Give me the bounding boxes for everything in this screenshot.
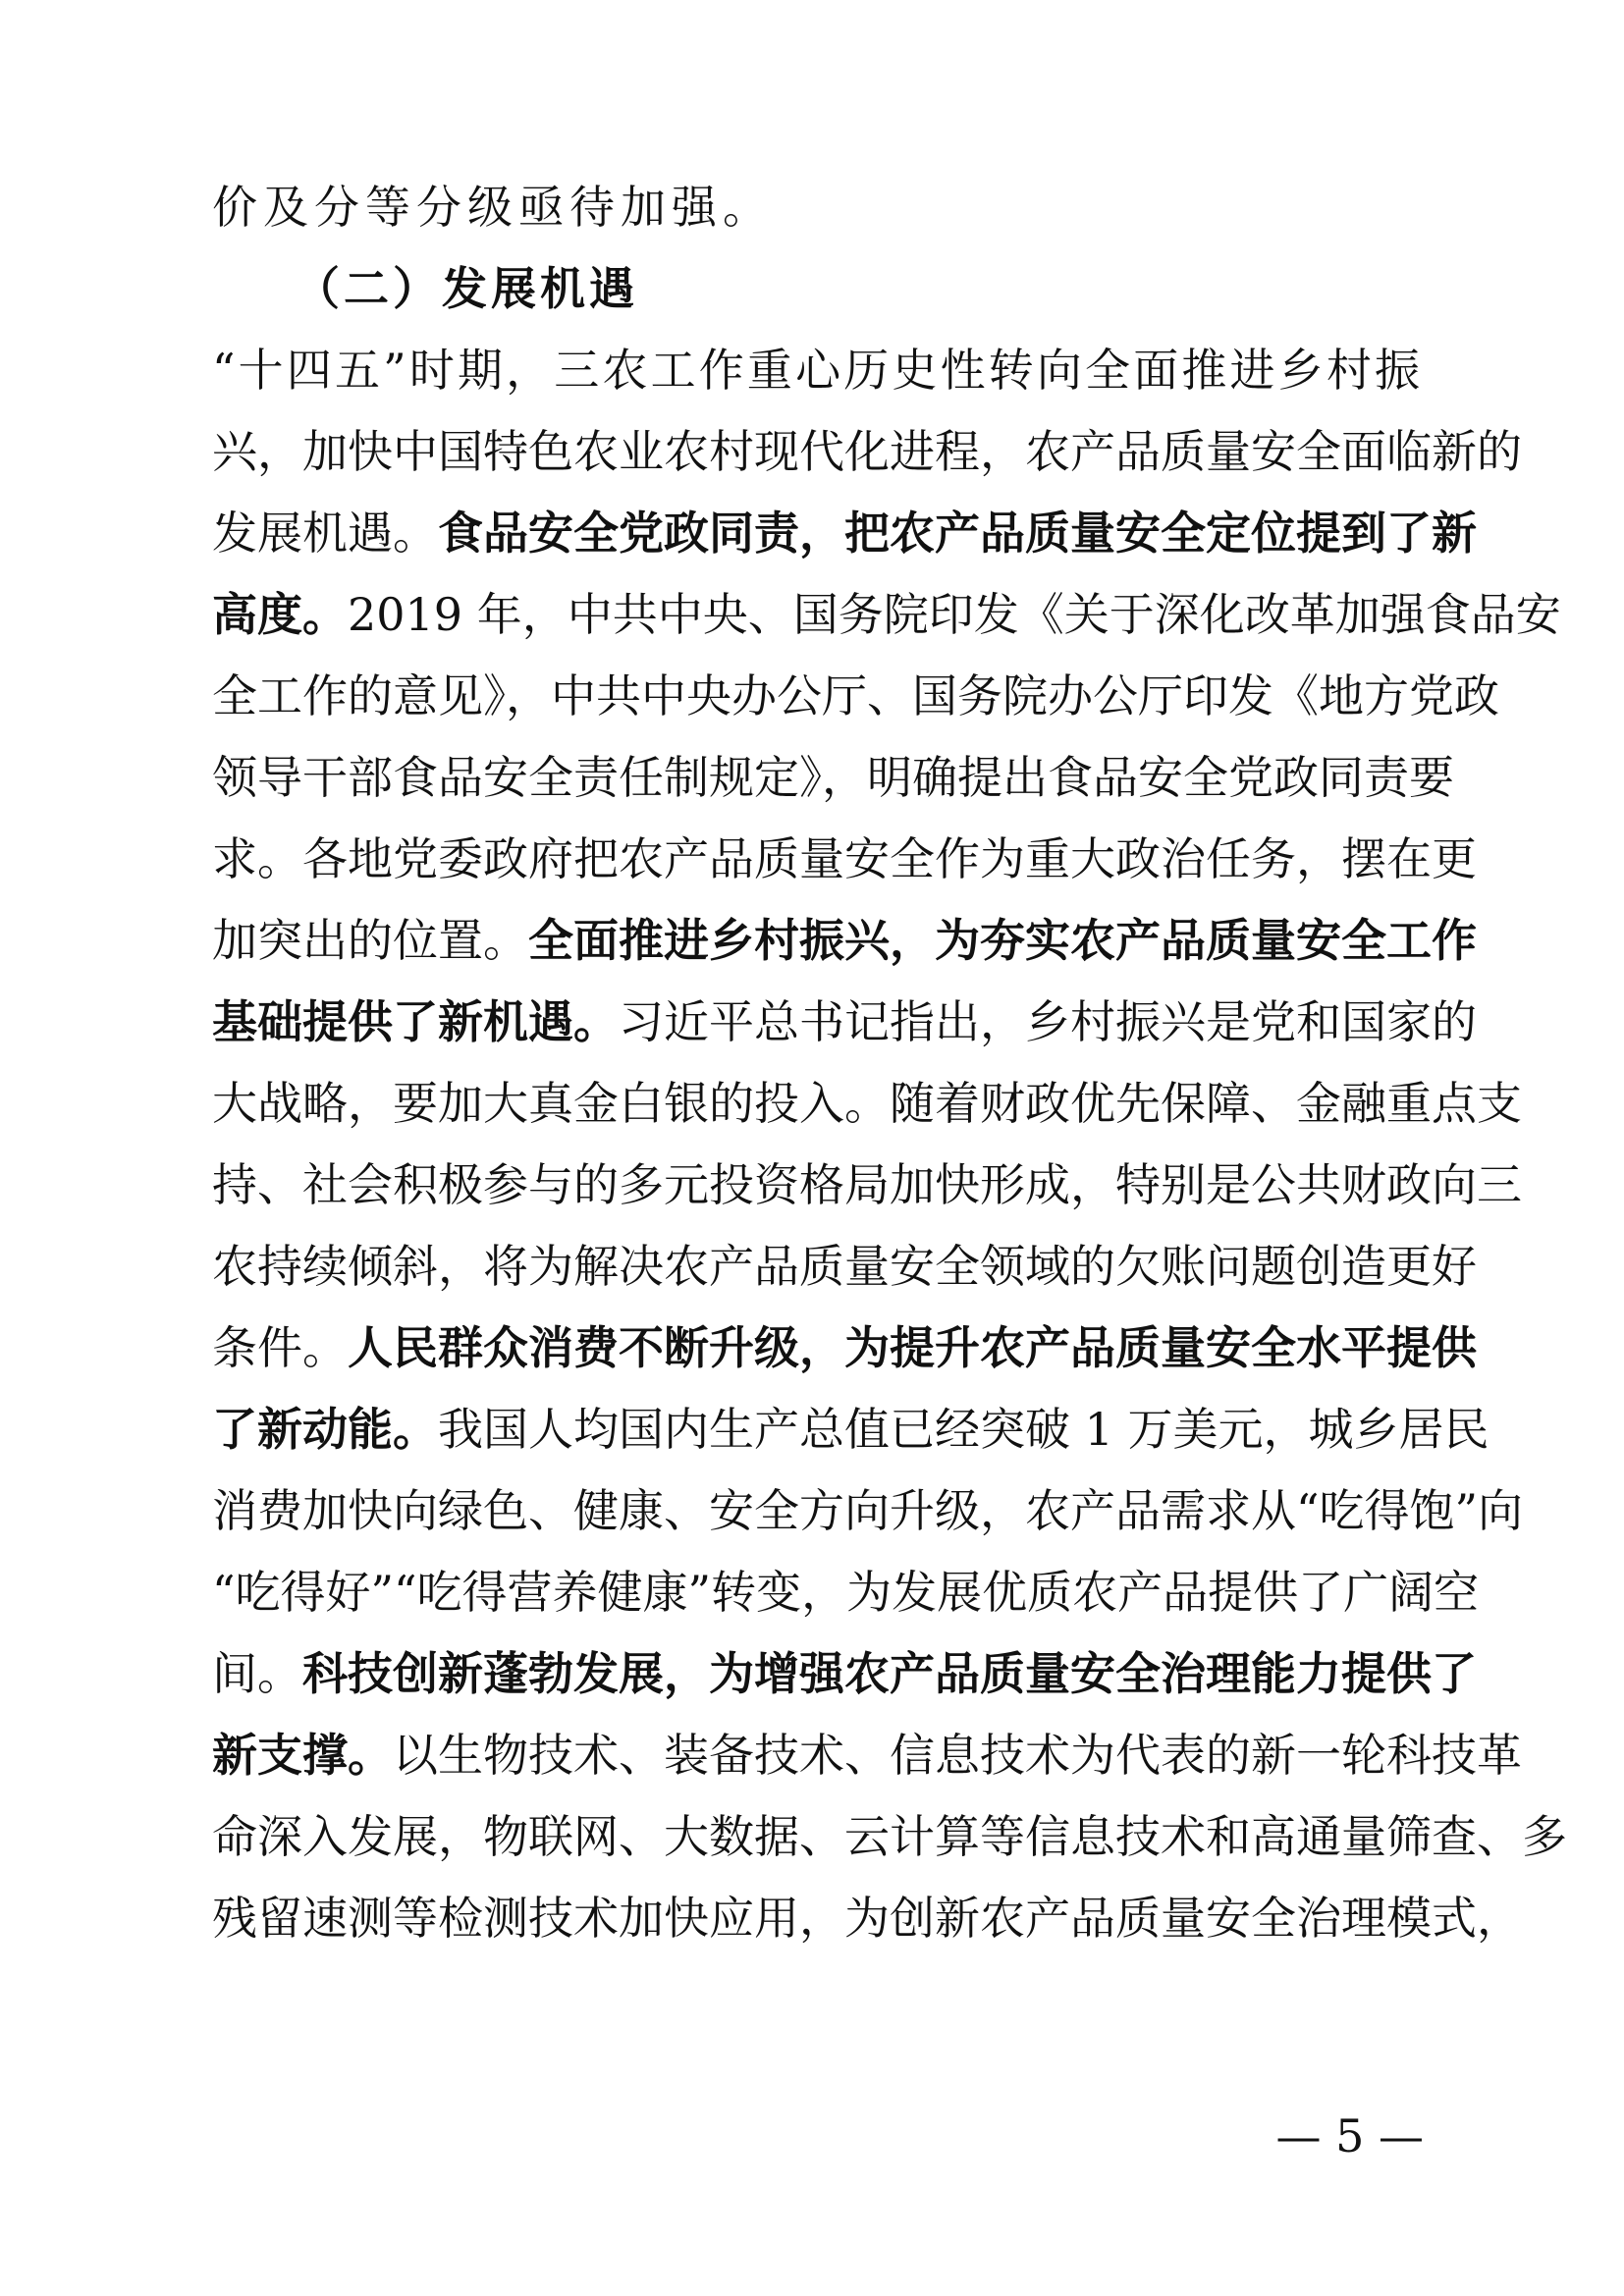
text-segment: 2019 年，中共中央、国务院印发《关于深化改革加强食品安 — [348, 588, 1561, 641]
text-segment: 发展机遇。 — [212, 507, 438, 560]
text-segment: 我国人均国内生产总值已经突破 1 万美元，城乡居民 — [438, 1403, 1489, 1456]
bold-phrase: 食品安全党政同责，把农产品质量安全定位提到了新 — [438, 507, 1477, 560]
text-line — [212, 1073, 1522, 1134]
text-segment: 命深入发展，物联网、大数据、云计算等信息技术和高通量筛查、多 — [212, 1810, 1567, 1863]
text-line — [212, 1643, 1477, 1704]
text-line — [212, 1399, 1489, 1460]
text-line — [212, 503, 1477, 563]
text-line — [212, 421, 1522, 482]
text-line — [212, 747, 1454, 808]
text-segment: 加突出的位置。 — [212, 914, 528, 967]
text-segment: 消费加快向绿色、健康、安全方向升级，农产品需求从“吃得饱”向 — [212, 1484, 1524, 1537]
text-segment: 以生物技术、装备技术、信息技术为代表的新一轮科技革 — [393, 1729, 1522, 1782]
text-line — [212, 1154, 1522, 1215]
text-segment: 价及分等分级亟待加强。 — [212, 181, 774, 234]
bold-phrase: 了新动能。 — [212, 1403, 438, 1456]
text-segment: 兴，加快中国特色农业农村现代化进程，农产品质量安全面临新的 — [212, 425, 1522, 478]
text-line — [212, 666, 1499, 726]
text-segment: 条件。 — [212, 1321, 348, 1374]
text-line — [212, 1806, 1567, 1867]
text-segment: “十四五”时期，三农工作重心历史性转向全面推进乡村振 — [212, 344, 1420, 397]
text-line — [212, 828, 1477, 889]
bold-phrase: 科技创新蓬勃发展，为增强农产品质量安全治理能力提供了 — [302, 1647, 1477, 1700]
text-segment: 习近平总书记指出，乡村振兴是党和国家的 — [619, 995, 1477, 1048]
text-line — [212, 1888, 1522, 1949]
bold-phrase: 全面推进乡村振兴，为夯实农产品质量安全工作 — [528, 914, 1477, 967]
text-line — [212, 1317, 1477, 1378]
page-number: — 5 — — [1275, 2109, 1424, 2163]
bold-phrase: 高度。 — [212, 588, 348, 641]
text-segment: 农持续倾斜，将为解决农产品质量安全领域的欠账问题创造更好 — [212, 1240, 1477, 1293]
text-segment: 残留速测等检测技术加快应用，为创新农产品质量安全治理模式， — [212, 1892, 1522, 1945]
text-segment: “吃得好”“吃得营养健康”转变，为发展优质农产品提供了广阔空 — [212, 1566, 1480, 1619]
text-line — [212, 177, 1420, 238]
text-line — [212, 1480, 1524, 1541]
bold-phrase: 人民群众消费不断升级，为提升农产品质量安全水平提供 — [348, 1321, 1477, 1374]
bold-phrase: （二）发展机遇 — [295, 262, 638, 315]
bold-phrase: 基础提供了新机遇。 — [212, 995, 619, 1048]
text-line — [212, 1725, 1522, 1786]
text-segment: 全工作的意见》，中共中央办公厅、国务院办公厅印发《地方党政 — [212, 669, 1499, 722]
text-line — [212, 584, 1561, 645]
text-line — [212, 1562, 1480, 1623]
section-heading — [295, 258, 1502, 319]
text-line — [212, 1236, 1477, 1297]
text-line — [212, 910, 1477, 971]
text-segment: 求。各地党委政府把农产品质量安全作为重大政治任务，摆在更 — [212, 832, 1477, 885]
bold-phrase: 新支撑。 — [212, 1729, 393, 1782]
text-segment: 大战略，要加大真金白银的投入。随着财政优先保障、金融重点支 — [212, 1077, 1522, 1130]
text-segment: 间。 — [212, 1647, 302, 1700]
text-segment: 持、社会积极参与的多元投资格局加快形成，特别是公共财政向三 — [212, 1158, 1522, 1211]
text-line — [212, 991, 1477, 1052]
text-segment: 领导干部食品安全责任制规定》，明确提出食品安全党政同责要 — [212, 751, 1454, 804]
text-line — [212, 340, 1420, 400]
